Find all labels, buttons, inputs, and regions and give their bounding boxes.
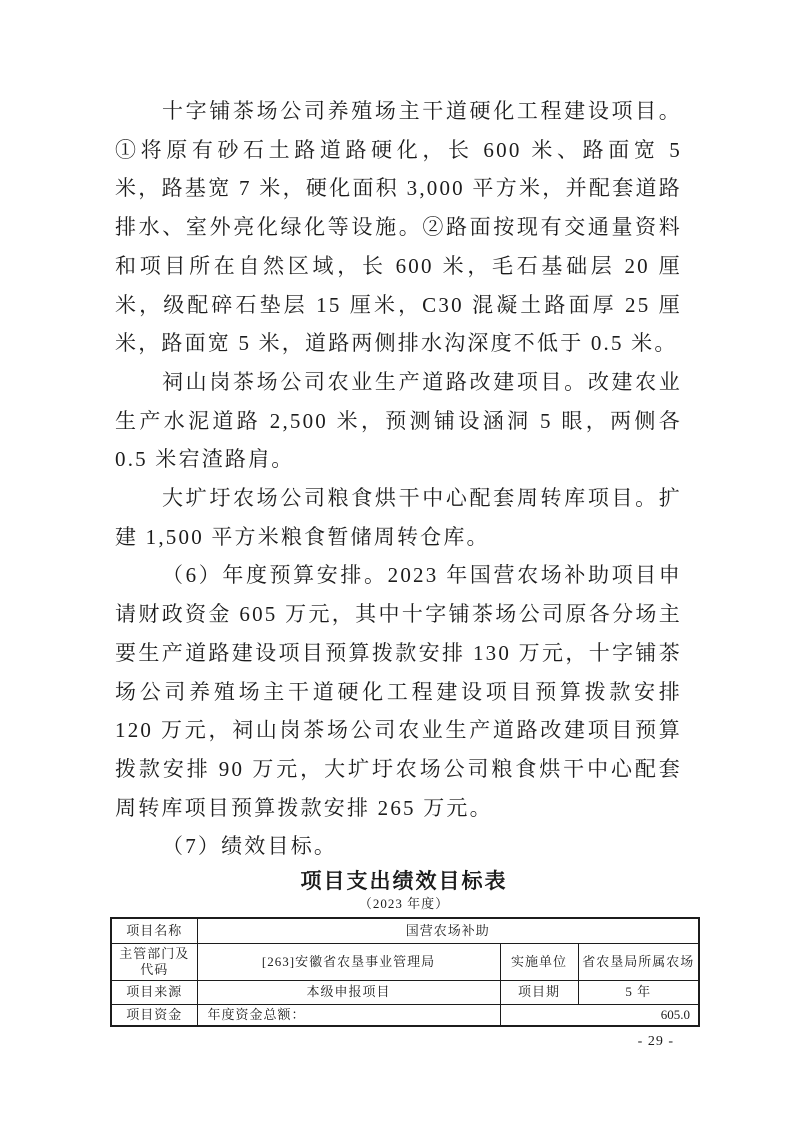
table-row (111, 943, 699, 980)
body-paragraph: （7）绩效目标。 (162, 834, 338, 859)
body-text-block (115, 92, 682, 866)
performance-target-table (110, 917, 700, 1027)
body-paragraph: 十字铺茶场公司养殖场主干道硬化工程建设项目。①将原有砂石土路道路硬化，长 600 米、路面宽 5 米，路基宽 7 米，硬化面积 3,000 平方米，并配套道路排水、室外亮化绿化等设施。②路面按现有交通量资料和项目所在自然区域，长 600 米，毛石基础层 20 厘米，级配碎石垫层 15 厘米，C30 混凝土路面厚 25 厘米，路面宽 5 米，道路两侧排水沟深度不低于 0.5 米。 (115, 99, 682, 356)
cell-dept-value: [263]安徽省农垦事业管理局 (197, 943, 500, 980)
cell-source-value: 本级申报项目 (197, 980, 500, 1004)
cell-project-name-label: 项目名称 (111, 918, 197, 943)
table-row (111, 918, 699, 943)
page-number: - 29 - (637, 1034, 674, 1049)
body-paragraph: （6）年度预算安排。2023 年国营农场补助项目申请财政资金 605 万元，其中十字铺茶场公司原各分场主要生产道路建设项目预算拨款安排 130 万元，十字铺茶场公司养殖场主干道硬化工程建设项目预算拨款安排 120 万元，祠山岗茶场公司农业生产道路改建项目预算拨款安排 90 万元，大圹圩农场公司粮食烘干中心配套周转库项目预算拨款安排 265 万元。 (115, 563, 682, 820)
table-row (111, 980, 699, 1004)
cell-impl-unit-value: 省农垦局所属农场 (578, 943, 699, 980)
cell-project-name-value: 国营农场补助 (197, 918, 699, 943)
cell-funds-label: 项目资金 (111, 1004, 197, 1026)
cell-annual-total-label: 年度资金总额： (197, 1004, 500, 1026)
body-paragraph: 大圹圩农场公司粮食烘干中心配套周转库项目。扩建 1,500 平方米粮食暂储周转仓库。 (115, 486, 682, 549)
cell-dept-label: 主管部门及代码 (111, 943, 197, 980)
table-subtitle: （2023 年度） (358, 896, 450, 912)
page-content (110, 92, 698, 1027)
cell-period-label: 项目期 (500, 980, 578, 1004)
cell-annual-total-amount: 605.0 (500, 1004, 699, 1026)
cell-source-label: 项目来源 (111, 980, 197, 1004)
table-row (111, 1004, 699, 1026)
cell-period-value: 5 年 (578, 980, 699, 1004)
body-paragraph: 祠山岗茶场公司农业生产道路改建项目。改建农业生产水泥道路 2,500 米，预测铺设涵洞 5 眼，两侧各 0.5 米宕渣路肩。 (115, 369, 682, 472)
table-title: 项目支出绩效目标表 (300, 870, 508, 894)
cell-impl-unit-label: 实施单位 (500, 943, 578, 980)
